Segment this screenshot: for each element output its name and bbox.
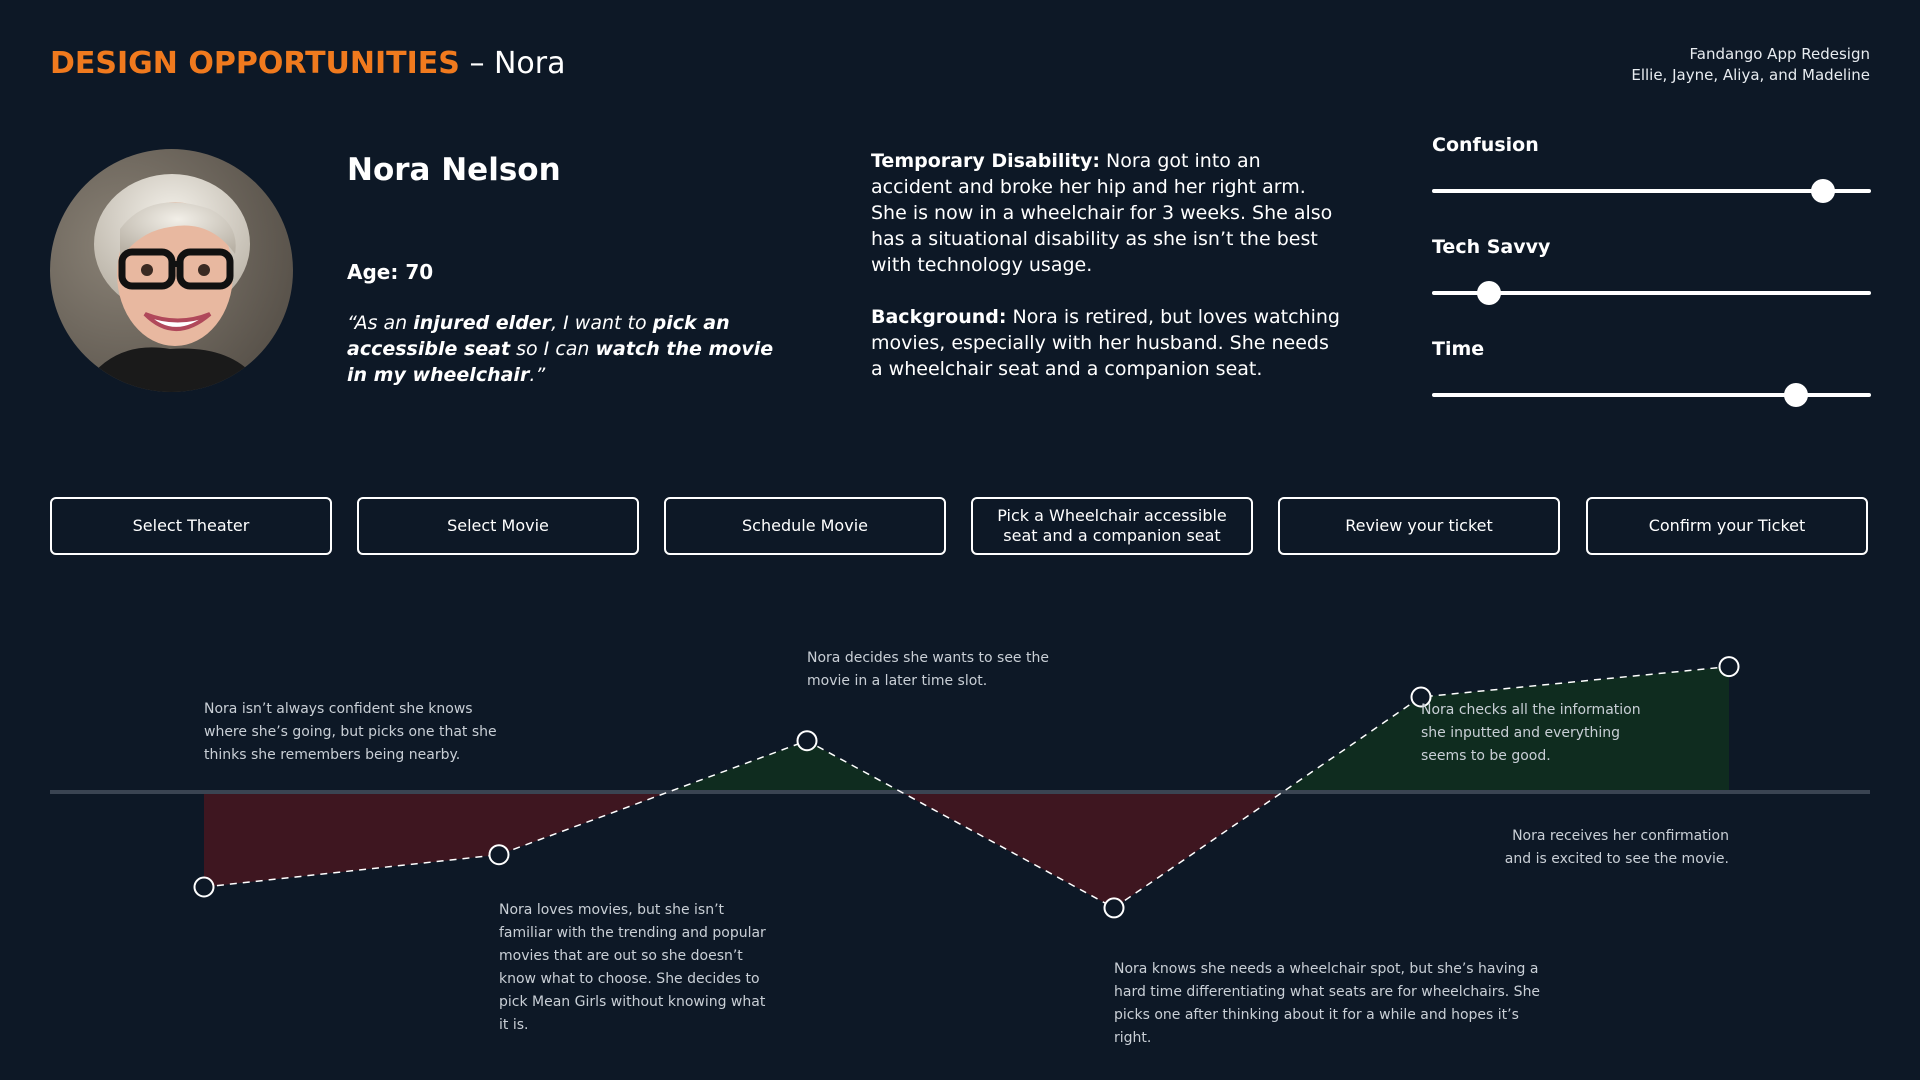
step-select-movie[interactable]: Select Movie [357,497,639,555]
emotion-point-1 [195,878,214,897]
step-confirm-ticket[interactable]: Confirm your Ticket [1586,497,1868,555]
journey-note-5: Nora checks all the information she inputted and everything seems to be good. [1421,702,1641,764]
persona-name: Nora Nelson [347,152,561,188]
quote-emphasis: injured elder [413,312,552,334]
slider-label-time: Time [1432,338,1485,360]
quote-part: “As an [347,312,414,334]
disability-label: Temporary Disability: [871,150,1100,172]
step-schedule-movie[interactable]: Schedule Movie [664,497,946,555]
background-text: Nora is retired, but loves watching movies, especially with her husband. She needs a wheelchair seat and a companion seat. [871,306,1340,380]
emotion-point-3 [798,731,817,750]
project-name: Fandango App Redesign [1689,45,1870,63]
step-select-theater[interactable]: Select Theater [50,497,332,555]
journey-note-4: Nora knows she needs a wheelchair spot, but she’s having a hard time differentiating what seats are for wheelchairs. She picks one after thinking about it for a while and hopes it’s right. [1114,961,1541,1046]
quote-part: .” [529,364,546,386]
slider-label-tech-savvy: Tech Savvy [1432,236,1551,258]
emotion-point-4 [1105,898,1124,917]
slider-label-confusion: Confusion [1432,134,1539,156]
journey-note-6: Nora receives her confirmation and is excited to see the movie. [1504,828,1729,867]
negative-emotion-area [204,792,499,887]
project-authors: Ellie, Jayne, Aliya, and Madeline [1631,66,1870,84]
quote-part: , I want to [551,312,653,334]
journey-note-1: Nora isn’t always confident she knows where she’s going, but picks one that she thinks she remembers being nearby. [204,701,497,763]
page-title-persona: – Nora [459,46,566,81]
quote-emphasis: pick an accessible seat [347,312,730,360]
quote-emphasis: watch the movie in my wheelchair [347,338,774,386]
emotion-point-2 [490,845,509,864]
negative-emotion-area [499,792,668,855]
step-pick-seat[interactable]: Pick a Wheelchair accessible seat and a companion seat [971,497,1253,555]
step-review-ticket[interactable]: Review your ticket [1278,497,1560,555]
page-title-accent: DESIGN OPPORTUNITIES [50,46,460,81]
journey-note-3: Nora decides she wants to see the movie in a later time slot. [807,650,1049,689]
background-label: Background: [871,306,1007,328]
disability-text: Nora got into an accident and broke her hip and her right arm. She is now in a wheelchair for 3 weeks. She also has a situational disability as she isn’t the best with technology usage. [871,150,1333,276]
persona-age: Age: 70 [347,260,434,284]
quote-part: so I can [510,338,596,360]
emotion-point-6 [1720,657,1739,676]
journey-note-2: Nora loves movies, but she isn’t familiar with the trending and popular movies that are out so she doesn’t know what to choose. She decides to pick Mean Girls without knowing what it is. [499,902,766,1033]
